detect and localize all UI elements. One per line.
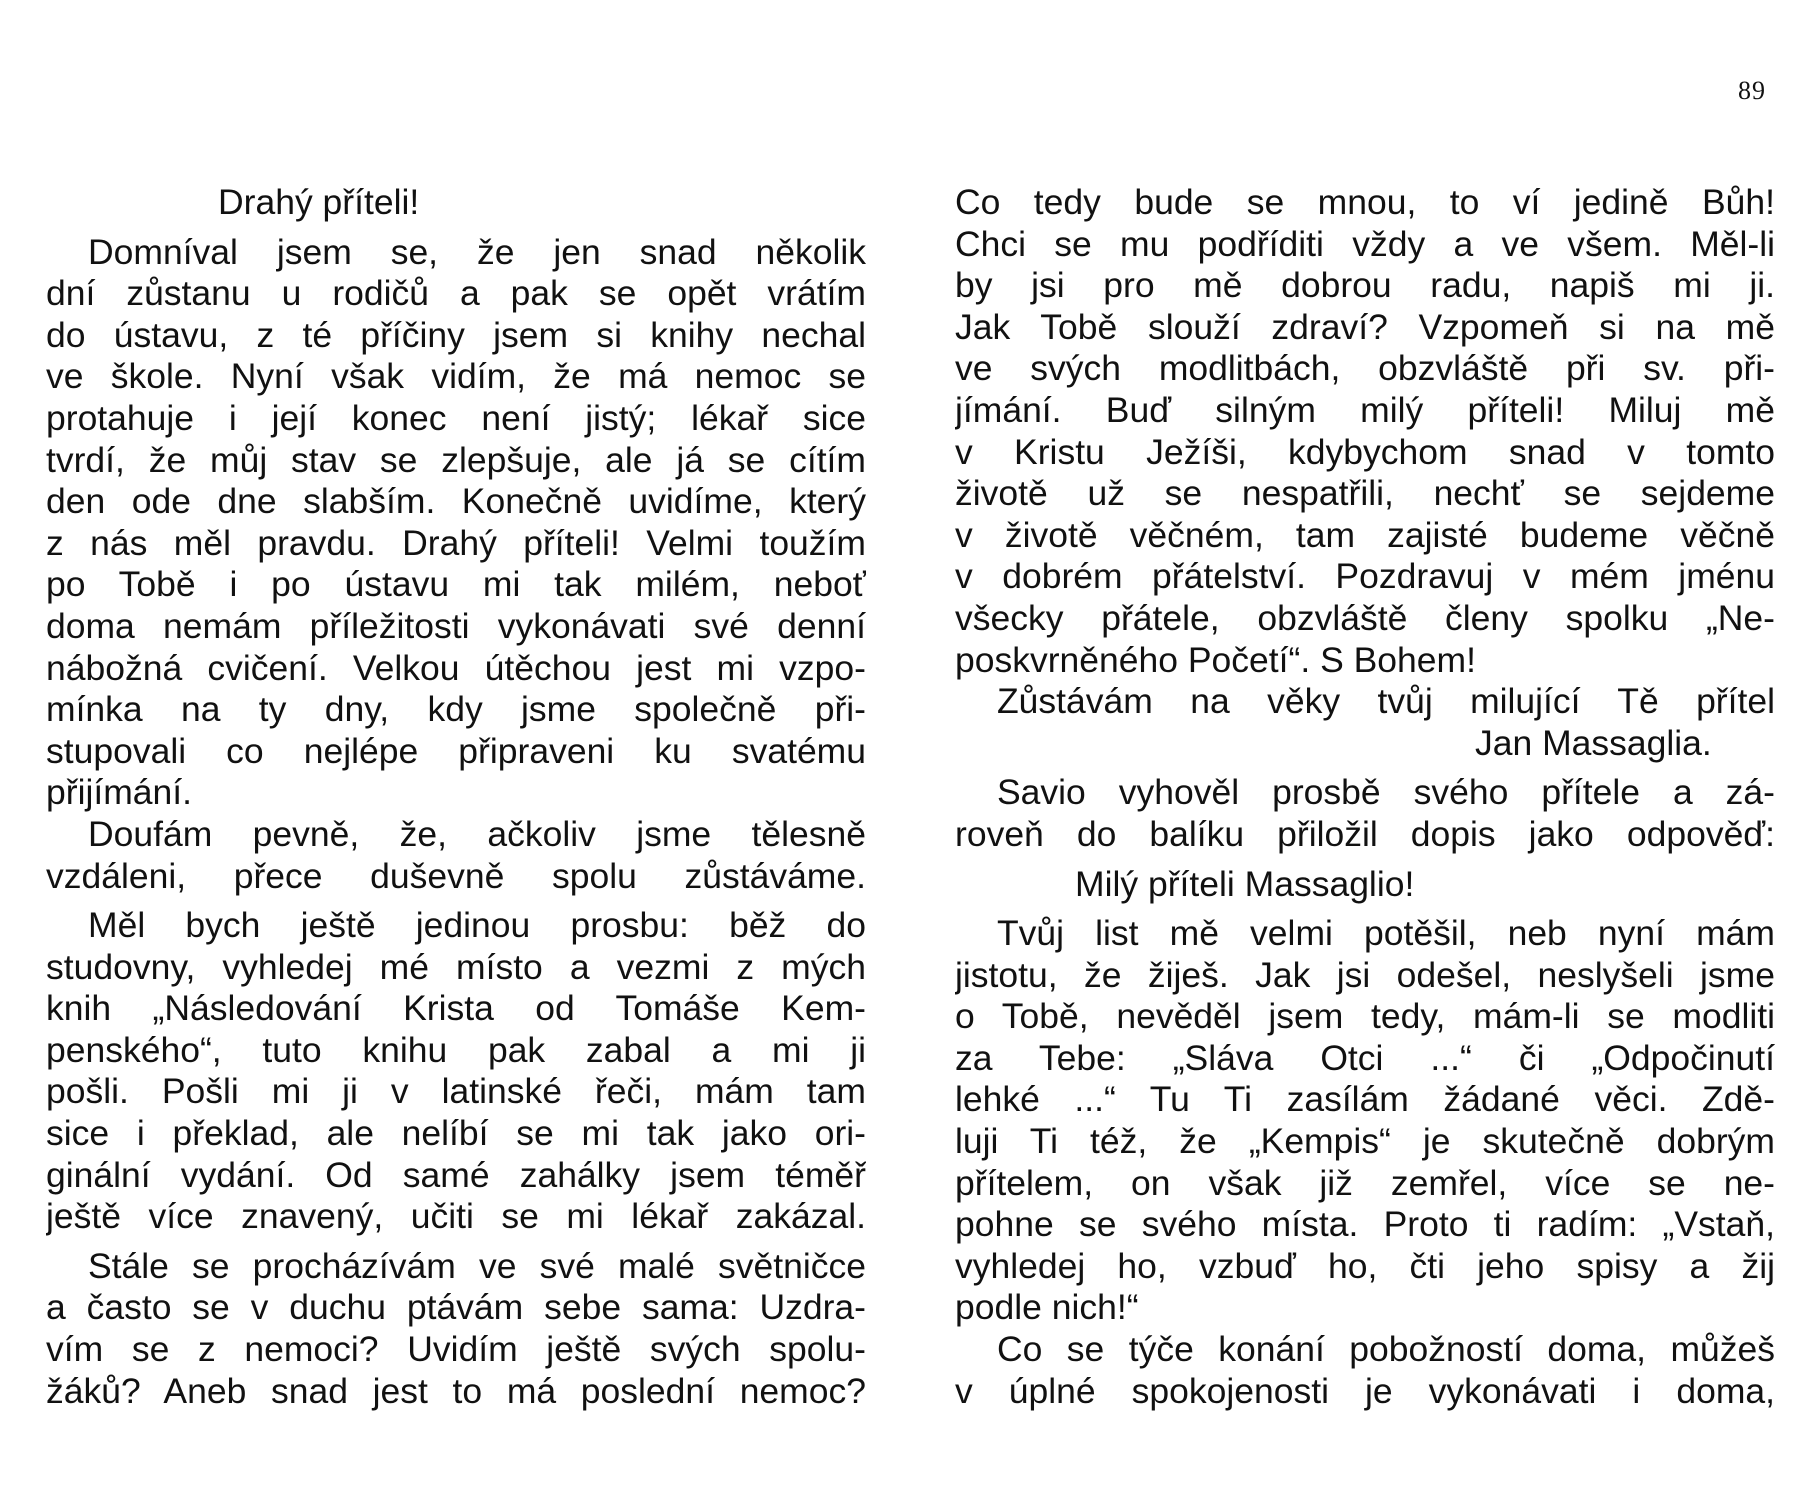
letter-salutation: Milý příteli Massaglio!	[1075, 863, 1415, 904]
text-line: v úplné spokojenosti je vykonávati i doma,	[955, 1370, 1775, 1411]
letter-signature: Jan Massaglia.	[1475, 722, 1712, 763]
text-line: nábožná cvičení. Velkou útěchou jest mi vzpo-	[46, 647, 866, 688]
letter-salutation: Drahý příteli!	[218, 182, 420, 222]
text-line: luji Ti též, že „Kempis“ je skutečně dobrým	[955, 1121, 1775, 1162]
text-line: Chci se mu podříditi vždy a ve všem. Měl-li	[955, 223, 1775, 264]
text-line: o Tobě, nevěděl jsem tedy, mám-li se modliti	[955, 996, 1775, 1037]
text-line: ve škole. Nyní však vidím, že má nemoc se	[46, 356, 866, 397]
text-line: knih „Následování Krista od Tomáše Kem-	[46, 988, 866, 1029]
text-line: ve svých modlitbách, obzvláště při sv. při-	[955, 348, 1775, 389]
text-line: pohne se svého místa. Proto ti radím: „Vstaň,	[955, 1204, 1775, 1245]
text-line: Co tedy bude se mnou, to ví jedině Bůh!	[955, 182, 1775, 222]
text-line: po Tobě i po ústavu mi tak milém, neboť	[46, 564, 866, 605]
right-column	[955, 182, 1775, 1412]
text-line: ginální vydání. Od samé zahálky jsem téměř	[46, 1154, 866, 1195]
text-line: Co se týče konání pobožností doma, můžeš	[997, 1329, 1775, 1370]
text-line: v životě věčném, tam zajisté budeme věčně	[955, 514, 1775, 555]
text-line: žáků? Aneb snad jest to má poslední nemoc?	[46, 1370, 866, 1411]
text-line: životě už se nespatřili, nechť se sejdeme	[955, 473, 1775, 514]
text-line: lehké ...“ Tu Ti zasílám žádané věci. Zdě-	[955, 1079, 1775, 1120]
text-line: studovny, vyhledej mé místo a vezmi z mých	[46, 946, 866, 987]
text-line: ještě více znavený, učiti se mi lékař zakázal.	[46, 1196, 866, 1237]
text-line: Savio vyhověl prosbě svého přítele a zá-	[997, 772, 1775, 813]
text-line: přítelem, on však již zemřel, více se ne-	[955, 1162, 1775, 1203]
text-line: Měl bych ještě jedinou prosbu: běž do	[88, 905, 866, 946]
text-line: den ode dne slabším. Konečně uvidíme, který	[46, 481, 866, 522]
text-line: v Kristu Ježíši, kdybychom snad v tomto	[955, 431, 1775, 472]
letter-closing: Zůstávám na věky tvůj milující Tě přítel	[997, 681, 1775, 722]
text-line: Tvůj list mě velmi potěšil, neb nyní mám	[997, 913, 1775, 954]
text-line: za Tebe: „Sláva Otci ...“ či „Odpočinutí	[955, 1037, 1775, 1078]
text-line: vzdáleni, přece duševně spolu zůstáváme.	[46, 855, 866, 896]
text-line: vím se z nemoci? Uvidím ještě svých spolu-	[46, 1329, 866, 1370]
text-line: doma nemám příležitosti vykonávati své denní	[46, 605, 866, 646]
text-line: roveň do balíku přiložil dopis jako odpověď:	[955, 813, 1775, 854]
text-line: Doufám pevně, že, ačkoliv jsme tělesně	[88, 813, 866, 854]
text-line: vyhledej ho, vzbuď ho, čti jeho spisy a žij	[955, 1245, 1775, 1286]
text-line: poskvrněného Početí“. S Bohem!	[955, 639, 1476, 680]
text-line: Domníval jsem se, že jen snad několik	[88, 231, 866, 272]
text-line: Jak Tobě slouží zdraví? Vzpomeň si na mě	[955, 306, 1775, 347]
text-line: přijímání.	[46, 772, 192, 813]
text-line: by jsi pro mě dobrou radu, napiš mi ji.	[955, 265, 1775, 306]
text-line: penského“, tuto knihu pak zabal a mi ji	[46, 1029, 866, 1070]
text-line: v dobrém přátelství. Pozdravuj v mém jménu	[955, 556, 1775, 597]
text-line: všecky přátele, obzvláště členy spolku „Ne-	[955, 597, 1775, 638]
text-line: pošli. Pošli mi ji v latinské řeči, mám tam	[46, 1071, 866, 1112]
text-line: tvrdí, že můj stav se zlepšuje, ale já se cítím	[46, 439, 866, 480]
text-line: mínka na ty dny, kdy jsme společně při-	[46, 689, 866, 730]
text-line: dní zůstanu u rodičů a pak se opět vrátím	[46, 273, 866, 314]
text-line: Stále se procházívám ve své malé světničce	[88, 1245, 866, 1286]
text-line: jistotu, že žiješ. Jak jsi odešel, neslyšeli jsme	[955, 954, 1775, 995]
text-line: stupovali co nejlépe připraveni ku svatému	[46, 730, 866, 771]
text-line: a často se v duchu ptávám sebe sama: Uzdra-	[46, 1287, 866, 1328]
text-line: do ústavu, z té příčiny jsem si knihy nechal	[46, 314, 866, 355]
text-line: protahuje i její konec není jistý; lékař sice	[46, 397, 866, 438]
page-number: 89	[1738, 76, 1766, 105]
text-line: jímání. Buď silným milý příteli! Miluj mě	[955, 389, 1775, 430]
text-line: z nás měl pravdu. Drahý příteli! Velmi toužím	[46, 522, 866, 563]
text-line: sice i překlad, ale nelíbí se mi tak jako ori-	[46, 1113, 866, 1154]
text-line: podle nich!“	[955, 1287, 1139, 1328]
left-column	[46, 182, 866, 1412]
